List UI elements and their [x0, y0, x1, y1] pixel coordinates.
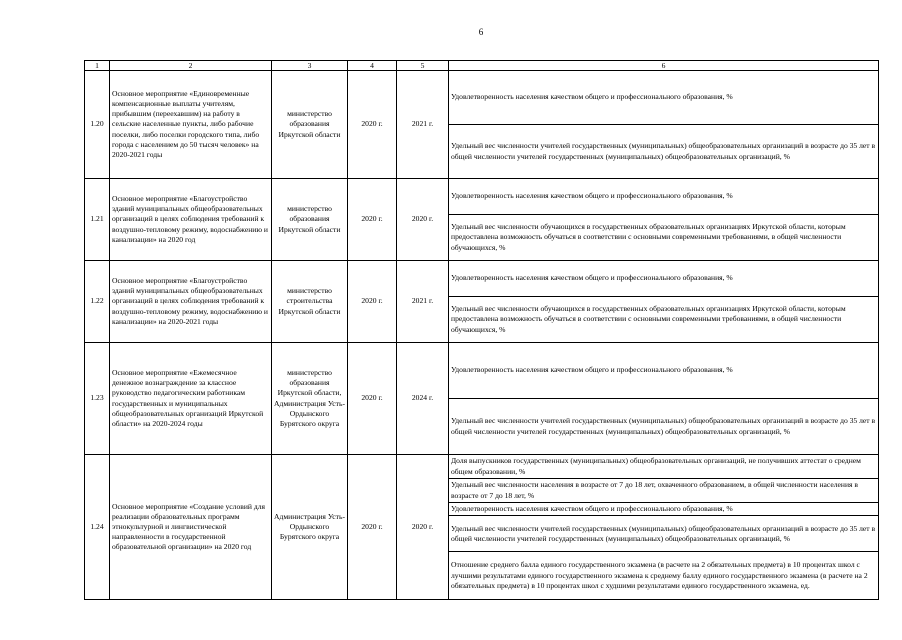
indicator: Удельный вес численности обучающихся в государственных образовательных организациях Иркутской области, которым предоставлена возможность обучаться в соответствии с основными современными требованиями, в общей численности обучающихся, % [449, 297, 879, 343]
end-year: 2021 г. [397, 261, 449, 343]
start-year: 2020 г. [348, 343, 397, 455]
start-year: 2020 г. [348, 179, 397, 261]
indicator: Удовлетворенность населения качеством общего и профессионального образования, % [449, 179, 879, 215]
row-number: 1.21 [85, 179, 110, 261]
indicator: Удовлетворенность населения качеством общего и профессионального образования, % [449, 343, 879, 399]
measure-description: Основное мероприятие «Единовременные компенсационные выплаты учителям, прибывшим (переехавшим) на работу в сельские населенные пункты, либо рабочие поселки, либо поселки городского типа, либо города с населением до 50 тысяч человек» на 2020-2021 годы [110, 71, 272, 179]
indicator: Доля выпускников государственных (муниципальных) общеобразовательных организаций, не получивших аттестат о среднем общем образовании, % [449, 455, 879, 479]
responsible-executor: министерство образования Иркутской области [272, 71, 348, 179]
row-number: 1.22 [85, 261, 110, 343]
measure-description: Основное мероприятие «Ежемесячное денежное вознаграждение за классное руководство педагогическим работникам государственных и муниципальных общеобразовательных организаций Иркутской области» на 2020-2024 годы [110, 343, 272, 455]
table-row [85, 71, 879, 125]
table-row [85, 261, 879, 297]
end-year: 2020 г. [397, 179, 449, 261]
col-header-6: 6 [449, 61, 879, 71]
indicator: Удельный вес численности учителей государственных (муниципальных) общеобразовательных организаций в возрасте до 35 лет в общей численности учителей государственных (муниципальных) общеобразовательных организаций, % [449, 125, 879, 179]
col-header-5: 5 [397, 61, 449, 71]
indicator: Удельный вес численности учителей государственных (муниципальных) общеобразовательных организаций в возрасте до 35 лет в общей численности учителей государственных (муниципальных) общеобразовательных организаций, % [449, 516, 879, 552]
responsible-executor: Администрация Усть-Ордынского Бурятского округа [272, 455, 348, 600]
responsible-executor: министерство строительства Иркутской области [272, 261, 348, 343]
col-header-1: 1 [85, 61, 110, 71]
responsible-executor: министерство образования Иркутской области, Администрация Усть-Ордынского Бурятского округа [272, 343, 348, 455]
row-number: 1.24 [85, 455, 110, 600]
indicator: Удельный вес численности населения в возрасте от 7 до 18 лет, охваченного образованием, в общей численности населения в возрасте от 7 до 18 лет, % [449, 479, 879, 503]
measures-table [84, 60, 879, 600]
start-year: 2020 г. [348, 261, 397, 343]
end-year: 2021 г. [397, 71, 449, 179]
indicator: Удовлетворенность населения качеством общего и профессионального образования, % [449, 261, 879, 297]
start-year: 2020 г. [348, 455, 397, 600]
indicator: Удовлетворенность населения качеством общего и профессионального образования, % [449, 503, 879, 516]
row-number: 1.23 [85, 343, 110, 455]
table-row [85, 455, 879, 479]
col-header-2: 2 [110, 61, 272, 71]
measure-description: Основное мероприятие «Благоустройство зданий муниципальных общеобразовательных организаций в целях соблюдения требований к воздушно-тепловому режиму, водоснабжению и канализации» на 2020 год [110, 179, 272, 261]
end-year: 2020 г. [397, 455, 449, 600]
indicator: Отношение среднего балла единого государственного экзамена (в расчете на 2 обязательных предмета) в 10 процентах школ с лучшими результатами единого государственного экзамена к среднему баллу единого государственного экзамена (в расчете на 2 обязательных предмета) в 10 процентах школ с худшими результатами единого государственного экзамена, ед. [449, 552, 879, 600]
measure-description: Основное мероприятие «Создание условий для реализации образовательных программ этнокультурной и лингвистической направленности в государственной образовательной организации» на 2020 год [110, 455, 272, 600]
header-row [85, 61, 879, 71]
indicator: Удельный вес численности учителей государственных (муниципальных) общеобразовательных организаций в возрасте до 35 лет в общей численности учителей государственных (муниципальных) общеобразовательных организаций, % [449, 399, 879, 455]
indicator: Удовлетворенность населения качеством общего и профессионального образования, % [449, 71, 879, 125]
measure-description: Основное мероприятие «Благоустройство зданий муниципальных общеобразовательных организаций в целях соблюдения требований к воздушно-тепловому режиму, водоснабжению и канализации» на 2020-2021 годы [110, 261, 272, 343]
col-header-3: 3 [272, 61, 348, 71]
row-number: 1.20 [85, 71, 110, 179]
table-row [85, 179, 879, 215]
col-header-4: 4 [348, 61, 397, 71]
indicator: Удельный вес численности обучающихся в государственных образовательных организациях Иркутской области, которым предоставлена возможность обучаться в соответствии с основными современными требованиями, в общей численности обучающихся, % [449, 215, 879, 261]
start-year: 2020 г. [348, 71, 397, 179]
responsible-executor: министерство образования Иркутской области [272, 179, 348, 261]
end-year: 2024 г. [397, 343, 449, 455]
table-row [85, 343, 879, 399]
page-number: 6 [478, 27, 484, 37]
